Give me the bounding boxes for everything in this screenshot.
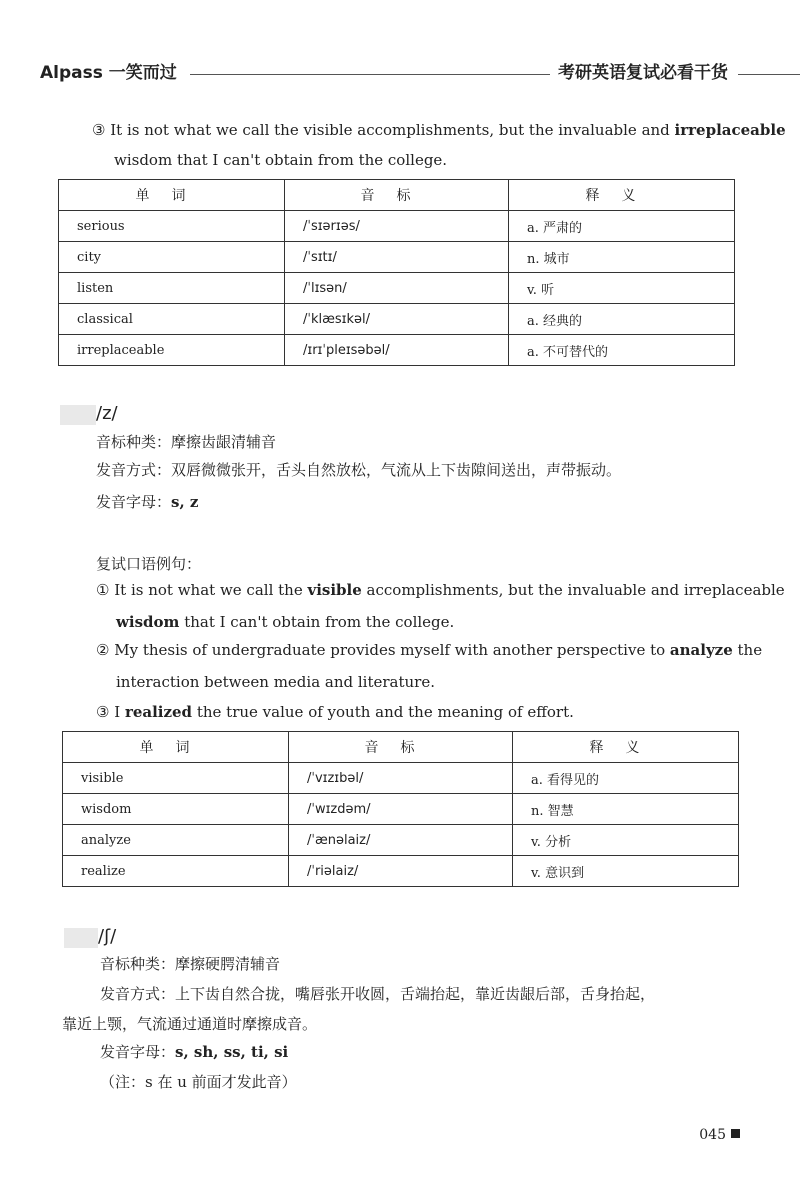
word-cell: serious bbox=[59, 211, 285, 242]
sh-method-line2: 靠近上颚，气流通过通道时摩擦成音。 bbox=[62, 1015, 318, 1033]
sh-letters-line bbox=[100, 1042, 288, 1062]
meaning-cell: a. 经典的 bbox=[509, 304, 735, 335]
table-header-row bbox=[59, 180, 735, 211]
ipa-cell: /ˈænəlaiz/ bbox=[289, 825, 513, 856]
meaning-cell: n. 城市 bbox=[509, 242, 735, 273]
word-cell: realize bbox=[63, 856, 289, 887]
letters-label: 发音字母： bbox=[100, 1043, 176, 1061]
example-text: that I can't obtain from the college. bbox=[179, 613, 455, 631]
bold-word: realized bbox=[124, 703, 193, 721]
header-ipa: 音标 bbox=[289, 732, 513, 763]
z-method-line bbox=[96, 460, 621, 480]
page-number-text: 045 bbox=[699, 1127, 726, 1143]
method-value: 双唇微微张开，舌头自然放松，气流从上下齿隙间送出，声带振动。 bbox=[171, 461, 622, 479]
ipa-cell: /ˈklæsɪkəl/ bbox=[285, 304, 509, 335]
header-word: 单词 bbox=[59, 180, 285, 211]
bold-word: analyze bbox=[669, 641, 733, 659]
example-text: the true value of youth and the meaning of effort. bbox=[192, 703, 574, 721]
header-ipa: 音标 bbox=[285, 180, 509, 211]
sentence-3-line1 bbox=[92, 120, 786, 140]
method-value: 上下齿自然合拢，嘴唇张开收圆，舌端抬起，靠近齿龈后部，舌身抬起， bbox=[175, 985, 656, 1003]
ipa-heading-z: /z/ bbox=[96, 403, 118, 424]
table-row bbox=[59, 335, 735, 366]
header-rule-left bbox=[190, 74, 550, 75]
letters-label: 发音字母： bbox=[96, 493, 172, 511]
example-text: accomplishments, but the invaluable and irreplaceable bbox=[361, 581, 785, 599]
example-number: ③ bbox=[96, 703, 110, 721]
ipa-heading-sh: /ʃ/ bbox=[98, 926, 117, 947]
sentence-3-line2: wisdom that I can't obtain from the college. bbox=[114, 151, 448, 169]
bold-word: visible bbox=[307, 581, 362, 599]
letters-value: s, z bbox=[171, 493, 199, 511]
ipa-cell: /ˈvɪzɪbəl/ bbox=[289, 763, 513, 794]
header-meaning: 释义 bbox=[509, 180, 735, 211]
sentence-number: ③ bbox=[92, 121, 106, 139]
vocab-table-z bbox=[62, 731, 739, 887]
meaning-cell: a. 看得见的 bbox=[513, 763, 739, 794]
table-row bbox=[59, 242, 735, 273]
page-number bbox=[699, 1127, 740, 1143]
header-word: 单词 bbox=[63, 732, 289, 763]
sh-method-line1 bbox=[100, 984, 655, 1004]
table-row bbox=[63, 856, 739, 887]
meaning-cell: v. 意识到 bbox=[513, 856, 739, 887]
type-value: 摩擦硬腭清辅音 bbox=[175, 955, 281, 973]
word-cell: irreplaceable bbox=[59, 335, 285, 366]
ipa-cell: /ˈsɪtɪ/ bbox=[285, 242, 509, 273]
header-meaning: 释义 bbox=[513, 732, 739, 763]
ipa-cell: /ˈriəlaiz/ bbox=[289, 856, 513, 887]
table-row bbox=[63, 825, 739, 856]
symbol-highlight bbox=[60, 405, 96, 425]
word-cell: city bbox=[59, 242, 285, 273]
method-label: 发音方式： bbox=[96, 461, 172, 479]
type-label: 音标种类： bbox=[96, 433, 172, 451]
ipa-cell: /ˈwɪzdəm/ bbox=[289, 794, 513, 825]
type-value: 摩擦齿龈清辅音 bbox=[171, 433, 277, 451]
header-brand: Alpass 一笑而过 bbox=[40, 63, 177, 83]
meaning-cell: a. 严肃的 bbox=[509, 211, 735, 242]
header-rule-right bbox=[738, 74, 800, 75]
meaning-cell: v. 分析 bbox=[513, 825, 739, 856]
vocab-table-top bbox=[58, 179, 735, 366]
type-label: 音标种类： bbox=[100, 955, 176, 973]
sentence-text: It is not what we call the visible accomplishments, but the invaluable and bbox=[110, 121, 675, 139]
example-2-line1 bbox=[96, 640, 762, 660]
examples-title: 复试口语例句： bbox=[96, 555, 202, 573]
meaning-cell: v. 听 bbox=[509, 273, 735, 304]
example-1-line2 bbox=[116, 612, 454, 632]
example-number: ② bbox=[96, 641, 110, 659]
method-label: 发音方式： bbox=[100, 985, 176, 1003]
table-row bbox=[59, 304, 735, 335]
example-2-line2: interaction between media and literature. bbox=[116, 673, 435, 691]
table-row bbox=[59, 211, 735, 242]
symbol-highlight bbox=[64, 928, 98, 948]
table-row bbox=[59, 273, 735, 304]
word-cell: listen bbox=[59, 273, 285, 304]
sh-type-line bbox=[100, 954, 280, 974]
bold-word: irreplaceable bbox=[674, 121, 786, 139]
word-cell: visible bbox=[63, 763, 289, 794]
sh-note: （注：s 在 u 前面才发此音） bbox=[100, 1073, 297, 1091]
bold-word: wisdom bbox=[116, 613, 180, 631]
example-3-line bbox=[96, 702, 574, 722]
word-cell: classical bbox=[59, 304, 285, 335]
z-letters-line bbox=[96, 492, 198, 512]
example-text: the bbox=[732, 641, 763, 659]
table-row bbox=[63, 794, 739, 825]
example-text: My thesis of undergraduate provides myself with another perspective to bbox=[114, 641, 670, 659]
word-cell: analyze bbox=[63, 825, 289, 856]
square-marker-icon bbox=[731, 1129, 740, 1138]
example-1-line1 bbox=[96, 580, 785, 600]
ipa-cell: /ɪrɪˈpleɪsəbəl/ bbox=[285, 335, 509, 366]
header-title: 考研英语复试必看干货 bbox=[558, 63, 728, 83]
letters-value: s, sh, ss, ti, si bbox=[175, 1043, 289, 1061]
example-number: ① bbox=[96, 581, 110, 599]
table-row bbox=[63, 763, 739, 794]
word-cell: wisdom bbox=[63, 794, 289, 825]
z-type-line bbox=[96, 432, 276, 452]
meaning-cell: a. 不可替代的 bbox=[509, 335, 735, 366]
table-header-row bbox=[63, 732, 739, 763]
example-text: I bbox=[114, 703, 125, 721]
ipa-cell: /ˈsɪərɪəs/ bbox=[285, 211, 509, 242]
meaning-cell: n. 智慧 bbox=[513, 794, 739, 825]
example-text: It is not what we call the bbox=[114, 581, 308, 599]
ipa-cell: /ˈlɪsən/ bbox=[285, 273, 509, 304]
